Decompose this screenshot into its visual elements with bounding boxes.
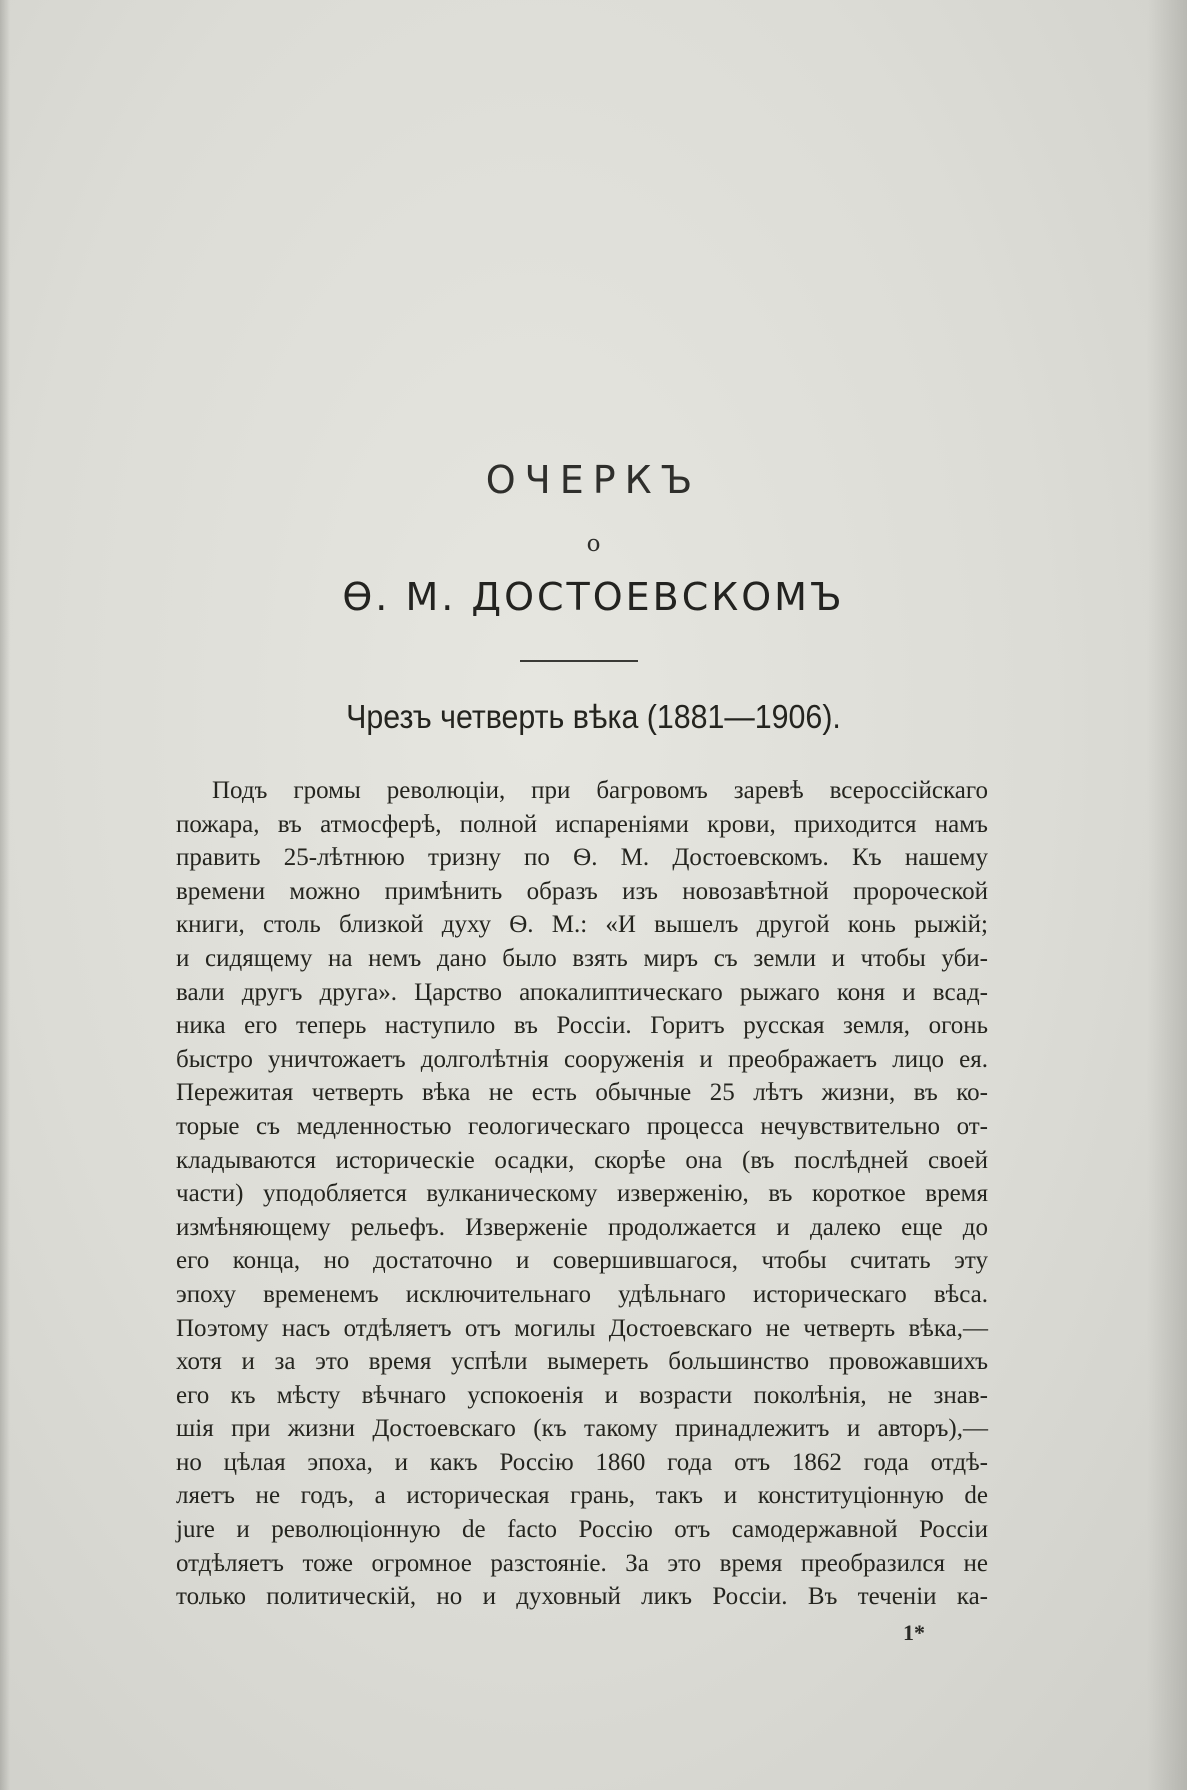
body-line: и сидящему на немъ дано было взять миръ съ земли и чтобы уби-	[176, 944, 988, 972]
page-edge-shadow	[1147, 0, 1187, 1790]
body-line: отдѣляетъ тоже огромное разстояніе. За это время преобразился не	[176, 1549, 988, 1577]
subtitle: Чрезъ четверть вѣка (1881—1906).	[346, 698, 841, 735]
body-line: хотя и за это время успѣли вымереть большинство провожавшихъ	[176, 1348, 988, 1376]
body-line: Подъ громы революціи, при багровомъ заревѣ всероссійскаго	[212, 777, 988, 804]
body-line: шія при жизни Достоевскаго (къ такому принадлежитъ и авторъ),—	[176, 1415, 988, 1443]
title-divider	[520, 660, 638, 662]
page-number: 1*	[903, 1620, 925, 1645]
body-line: измѣняющему рельефъ. Изверженіе продолжается и далеко еще до	[176, 1213, 988, 1241]
body-line: вали другъ друга». Царство апокалиптическаго рыжаго коня и всад-	[176, 978, 988, 1006]
body-line: Пережитая четверть вѣка не есть обычные 25 лѣтъ жизни, въ ко-	[176, 1079, 988, 1107]
body-line: jure и революціонную de facto Россію отъ самодержавной Россіи	[176, 1516, 988, 1544]
body-line: его къ мѣсту вѣчнаго успокоенія и возрасти поколѣнія, не знав-	[176, 1381, 988, 1409]
body-line: править 25-лѣтнюю тризну по Ѳ. М. Достоевскомъ. Къ нашему	[176, 844, 988, 872]
page-left-edge	[0, 0, 10, 1790]
body-line: быстро уничтожаетъ долголѣтнія сооруженія и преображаетъ лицо ея.	[176, 1045, 988, 1073]
essay-title: ОЧЕРКЪ	[485, 458, 702, 502]
body-line: ляетъ не годъ, а историческая грань, такъ и конституціонную de	[176, 1482, 988, 1510]
body-line: только политическій, но и духовный ликъ Россіи. Въ теченіи ка-	[176, 1583, 988, 1611]
body-line: ника его теперь наступило въ Россіи. Горитъ русская земля, огонь	[176, 1012, 988, 1040]
title-name: Ѳ. М. ДОСТОЕВСКОМЪ	[342, 575, 845, 619]
body-line: его конца, но достаточно и совершившагося, чтобы считать эту	[176, 1247, 988, 1275]
body-text	[176, 774, 988, 1614]
body-line: части) уподобляется вулканическому изверженію, въ короткое время	[176, 1180, 988, 1208]
body-line: книги, столь близкой духу Ѳ. М.: «И вышелъ другой конь рыжій;	[176, 911, 988, 939]
body-line: но цѣлая эпоха, и какъ Россію 1860 года отъ 1862 года отдѣ-	[176, 1448, 988, 1476]
body-line: эпоху временемъ исключительнаго удѣльнаго историческаго вѣса.	[176, 1280, 988, 1308]
body-line: Поэтому насъ отдѣляетъ отъ могилы Достоевскаго не четверть вѣка,—	[176, 1314, 988, 1342]
body-line: пожара, въ атмосферѣ, полной испареніями крови, приходится намъ	[176, 810, 988, 838]
title-connector: о	[586, 531, 601, 557]
body-line: кладываются историческіе осадки, скорѣе она (въ послѣдней своей	[176, 1146, 988, 1174]
body-line: торые съ медленностью геологическаго процесса нечувствительно от-	[176, 1112, 988, 1140]
body-line: времени можно примѣнить образъ изъ новозавѣтной пророческой	[176, 877, 988, 905]
